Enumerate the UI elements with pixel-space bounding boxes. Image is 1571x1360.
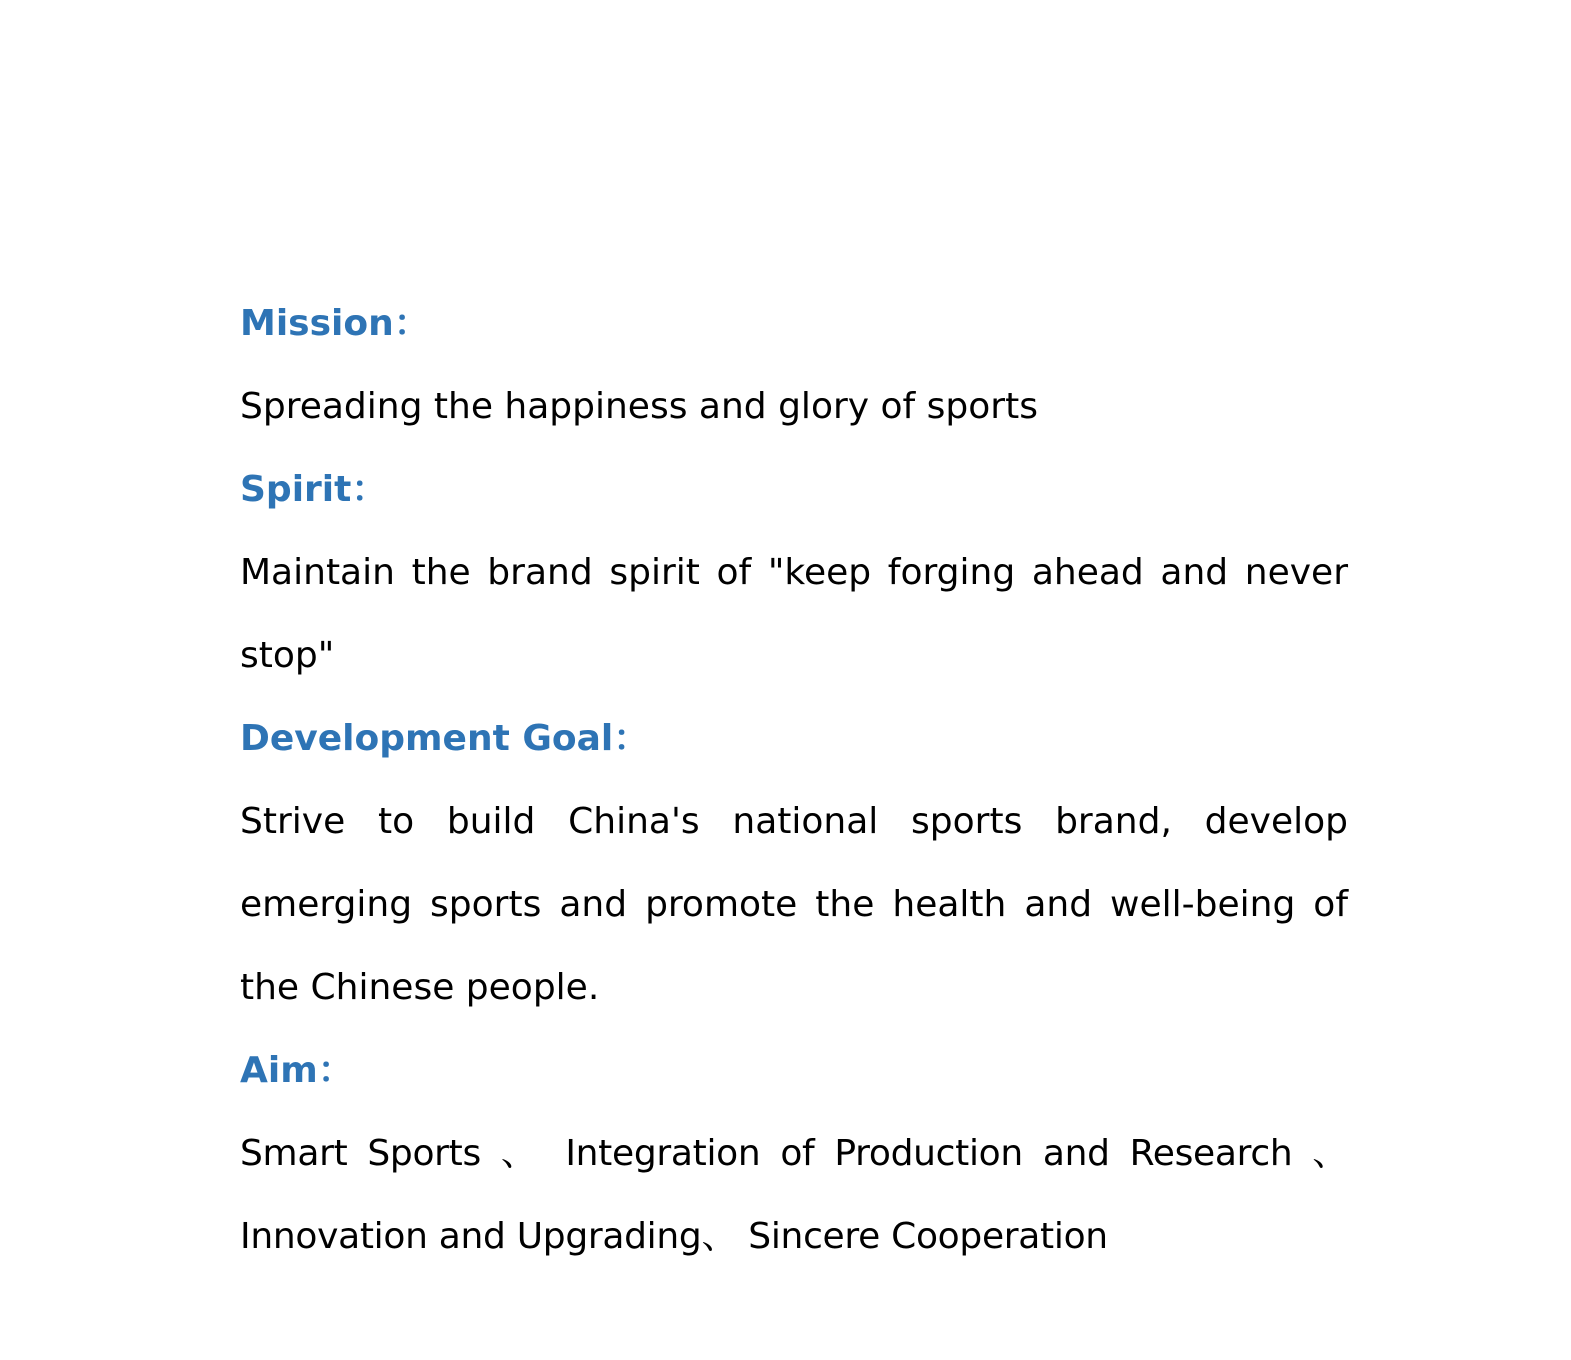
aim-text: Smart Sports 、 Integration of Production and Research 、 Innovation and Upgrading、 Sincere Cooperation xyxy=(240,1133,1348,1257)
spirit-text: Maintain the brand spirit of "keep forging ahead and never stop" xyxy=(240,552,1348,676)
mission-heading: Mission： xyxy=(240,303,430,344)
mission-text: Spreading the happiness and glory of sports xyxy=(240,386,1038,427)
spirit-heading: Spirit： xyxy=(240,469,388,510)
aim-heading: Aim： xyxy=(240,1050,354,1091)
document-page xyxy=(240,282,1348,1278)
development-goal-text: Strive to build China's national sports brand, develop emerging sports and promote the health and well-being of the Chinese people. xyxy=(240,801,1348,1008)
development-goal-heading: Development Goal： xyxy=(240,718,650,759)
